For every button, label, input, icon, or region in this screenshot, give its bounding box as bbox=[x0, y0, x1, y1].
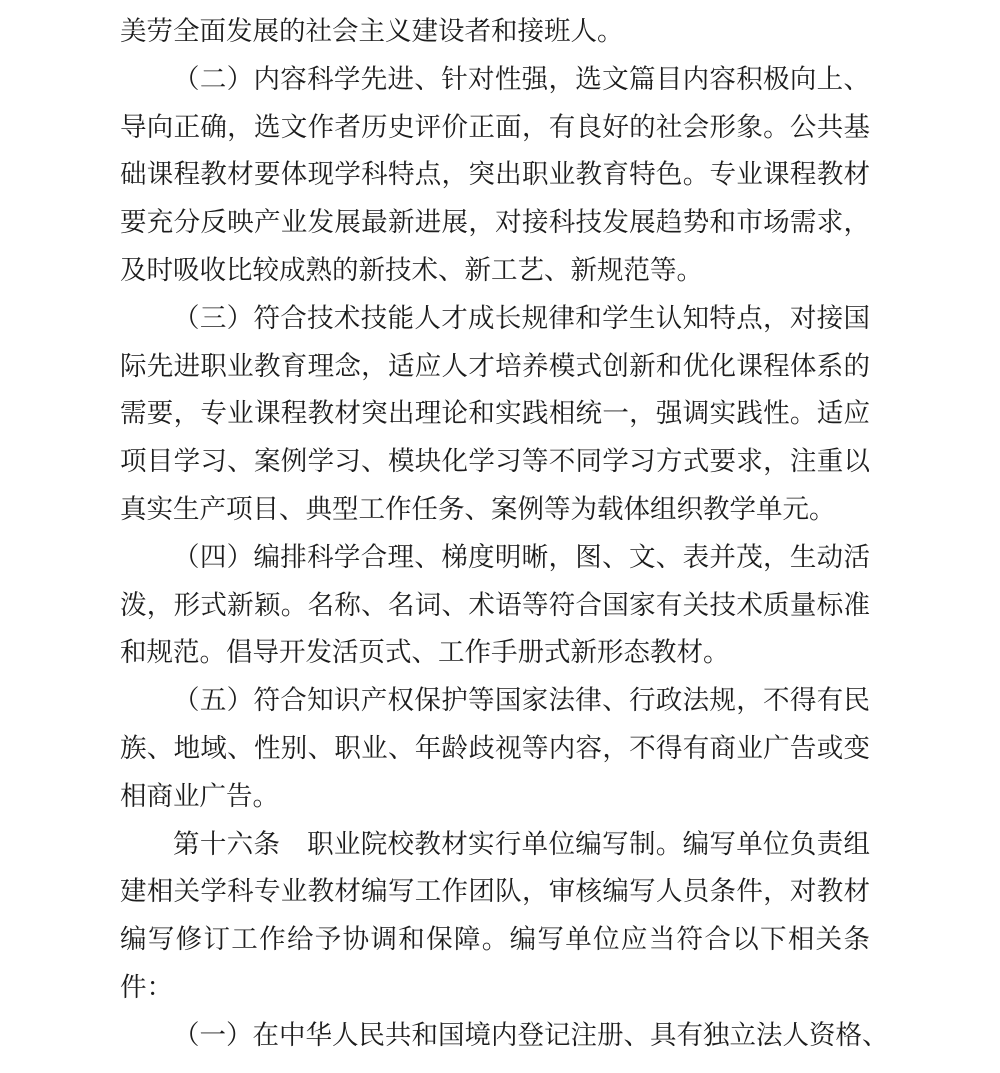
text-line: 项目学习、案例学习、模块化学习等不同学习方式要求，注重以 bbox=[120, 446, 870, 477]
paragraph-item-4 bbox=[120, 534, 870, 677]
text-line: 相商业广告。 bbox=[120, 780, 279, 811]
paragraph-item-3 bbox=[120, 295, 870, 534]
paragraph-item-2 bbox=[120, 56, 870, 295]
text-line: 需要，专业课程教材突出理论和实践相统一，强调实践性。适应 bbox=[120, 398, 870, 429]
text-line: 族、地域、性别、职业、年龄歧视等内容，不得有商业广告或变 bbox=[120, 732, 870, 763]
text-line: 导向正确，选文作者历史评价正面，有良好的社会形象。公共基 bbox=[120, 111, 870, 142]
text-line: 际先进职业教育理念，适应人才培养模式创新和优化课程体系的 bbox=[120, 350, 870, 381]
paragraph-item-5 bbox=[120, 677, 870, 820]
text-line: 编写修订工作给予协调和保障。编写单位应当符合以下相关条 bbox=[120, 924, 870, 955]
document-body bbox=[120, 8, 889, 1060]
paragraph-article-16 bbox=[120, 821, 870, 1012]
text-line: 建相关学科专业教材编写工作团队，审核编写人员条件，对教材 bbox=[120, 876, 870, 907]
text-line: 真实生产项目、典型工作任务、案例等为载体组织教学单元。 bbox=[120, 493, 836, 524]
text-line: （三）符合技术技能人才成长规律和学生认知特点，对接国 bbox=[173, 302, 870, 333]
text-line: 第十六条 职业院校教材实行单位编写制。编写单位负责组 bbox=[173, 828, 870, 859]
paragraph-continuation bbox=[120, 8, 870, 56]
text-line: （二）内容科学先进、针对性强，选文篇目内容积极向上、 bbox=[173, 63, 870, 94]
text-line: （一）在中华人民共和国境内登记注册、具有独立法人资格、 bbox=[173, 1019, 889, 1050]
text-line: 础课程教材要体现学科特点，突出职业教育特色。专业课程教材 bbox=[120, 159, 870, 190]
text-line: 和规范。倡导开发活页式、工作手册式新形态教材。 bbox=[120, 637, 730, 668]
text-line: （四）编排科学合理、梯度明晰，图、文、表并茂，生动活 bbox=[173, 541, 870, 572]
text-line: 要充分反映产业发展最新进展，对接科技发展趋势和市场需求， bbox=[120, 207, 870, 238]
text-line: 及时吸收比较成熟的新技术、新工艺、新规范等。 bbox=[120, 254, 703, 285]
text-line: 件： bbox=[120, 971, 173, 1002]
text-line: 泼，形式新颖。名称、名词、术语等符合国家有关技术质量标准 bbox=[120, 589, 870, 620]
text-line: 美劳全面发展的社会主义建设者和接班人。 bbox=[120, 16, 624, 46]
paragraph-item-1-conditions bbox=[120, 1012, 889, 1060]
text-line: （五）符合知识产权保护等国家法律、行政法规，不得有民 bbox=[173, 685, 870, 716]
